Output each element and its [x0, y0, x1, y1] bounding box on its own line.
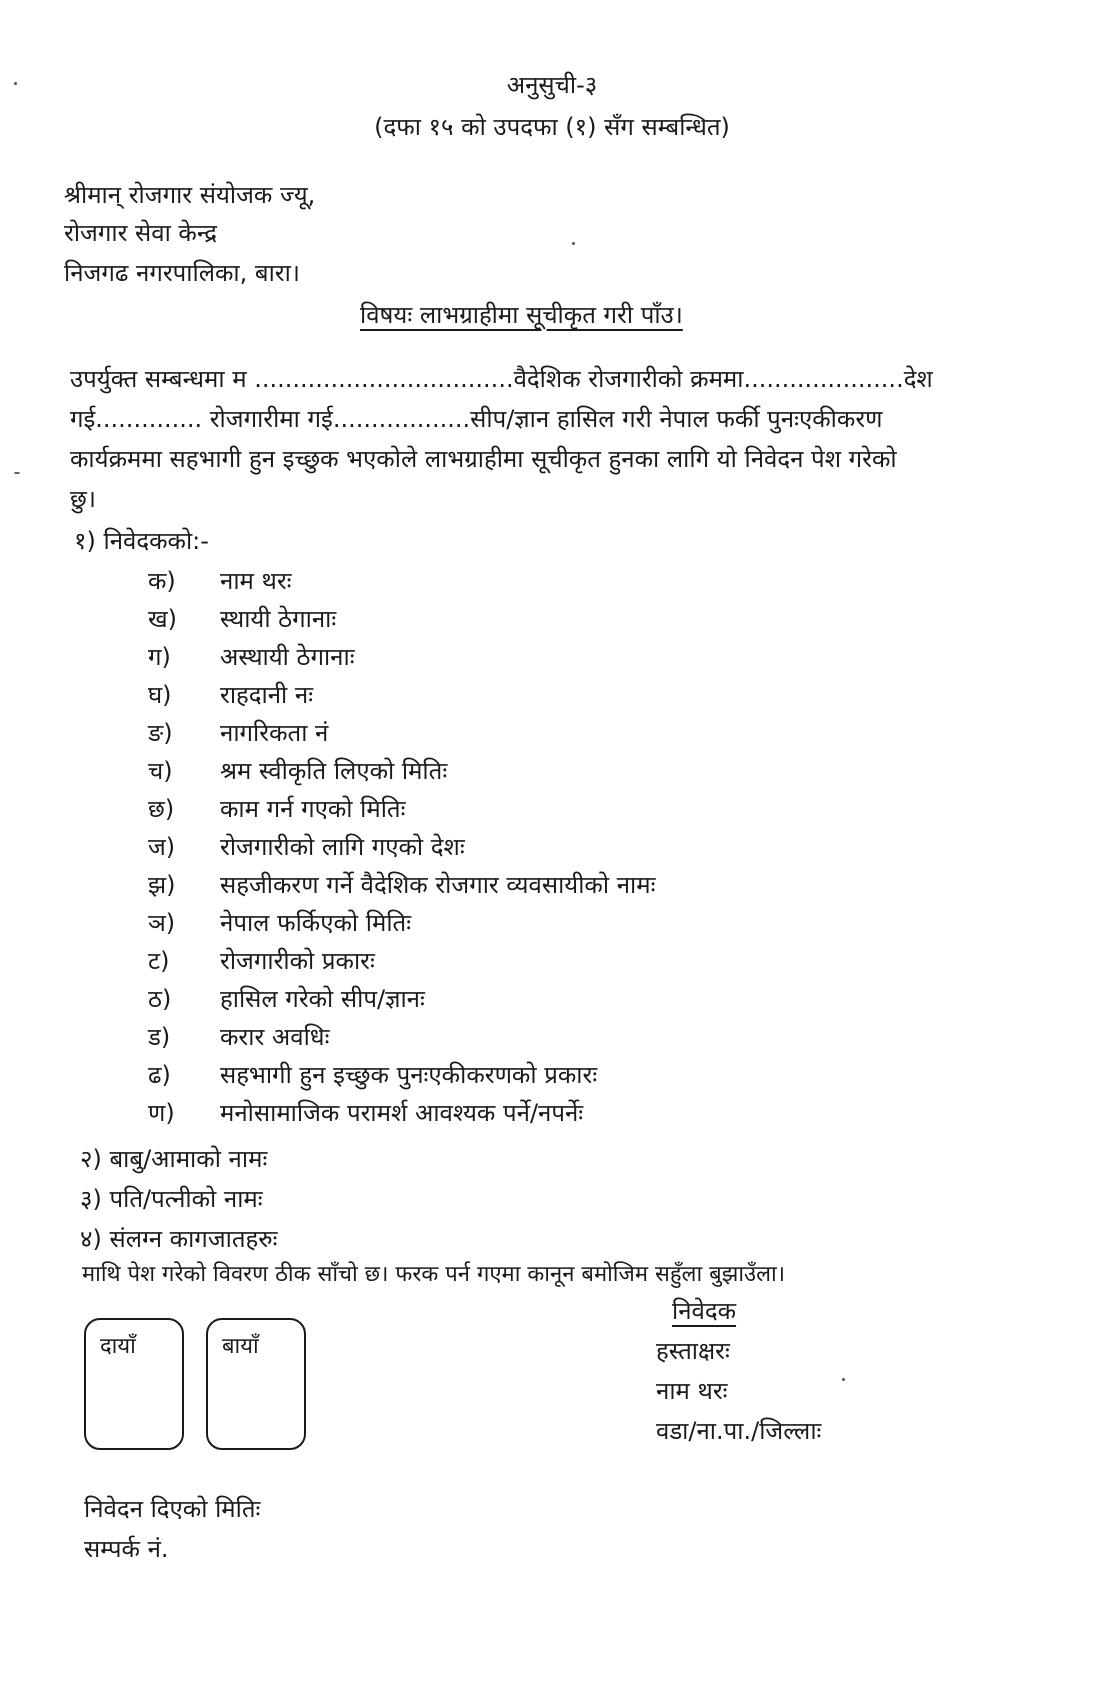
list-item: श्रम स्वीकृति लिएको मितिः	[220, 757, 448, 785]
list-item: सहजीकरण गर्ने वैदेशिक रोजगार व्यवसायीको नामः	[220, 871, 656, 899]
signature-label: हस्ताक्षरः	[656, 1337, 730, 1365]
item-letter: ञ)	[148, 909, 176, 937]
body-line-4: छु।	[70, 485, 96, 513]
item-letter: ङ)	[148, 719, 173, 747]
scan-speck	[14, 472, 20, 474]
list-item: रोजगारीको लागि गएको देशः	[220, 833, 465, 861]
left-thumbprint-box	[206, 1318, 306, 1450]
schedule-reference: (दफा १५ को उपदफा (१) सँग सम्बन्धित)	[374, 113, 730, 141]
application-date-label: निवेदन दिएको मितिः	[84, 1495, 261, 1523]
list-item: मनोसामाजिक परामर्श आवश्यक पर्ने/नपर्नेः	[220, 1099, 584, 1127]
item-letter: ख)	[148, 605, 177, 633]
section-2-parents-name: २) बाबु/आमाको नामः	[80, 1145, 268, 1173]
list-item: रोजगारीको प्रकारः	[220, 947, 375, 975]
right-thumbprint-label: दायाँ	[100, 1334, 136, 1359]
list-item: नेपाल फर्किएको मितिः	[220, 909, 412, 937]
list-item: अस्थायी ठेगानाः	[220, 643, 355, 671]
addressee-line-1: श्रीमान् रोजगार संयोजक ज्यू,	[64, 181, 316, 209]
list-item: नाम थरः	[220, 567, 292, 595]
scan-speck	[14, 82, 17, 85]
schedule-title: अनुसुची-३	[506, 71, 598, 99]
subject-line: विषयः लाभग्राहीमा सूचीकृत गरी पाँउ।	[360, 301, 683, 329]
body-line-2: गई.............. रोजगारीमा गई..................सीप/ज्ञान हासिल गरी नेपाल फर्की पुनःएकीकरण	[70, 405, 883, 433]
item-letter: झ)	[148, 871, 176, 899]
addressee-line-2: रोजगार सेवा केन्द्र	[64, 219, 218, 247]
list-item: स्थायी ठेगानाः	[220, 605, 337, 633]
left-thumbprint-label: बायाँ	[222, 1334, 259, 1359]
scan-speck	[572, 242, 575, 245]
declaration-text: माथि पेश गरेको विवरण ठीक साँचो छ। फरक पर्न गएमा कानून बमोजिम सहुँला बुझाउँला।	[82, 1262, 786, 1287]
section-4-attachments: ४) संलग्न कागजातहरुः	[80, 1225, 278, 1253]
body-line-3: कार्यक्रममा सहभागी हुन इच्छुक भएकोले लाभग्राहीमा सूचीकृत हुनका लागि यो निवेदन पेश गरेको	[70, 445, 897, 473]
item-letter: क)	[148, 567, 176, 595]
contact-number-label: सम्पर्क नं.	[84, 1535, 169, 1563]
item-letter: ठ)	[148, 985, 172, 1013]
item-letter: ण)	[148, 1099, 175, 1127]
section-1-heading: १) निवेदकको:-	[74, 527, 209, 555]
body-line-1: उपर्युक्त सम्बन्धमा म ..................................वैदेशिक रोजगारीको क्रममा.....................देश	[70, 365, 933, 393]
item-letter: ज)	[148, 833, 176, 861]
applicant-name-label: नाम थरः	[656, 1377, 728, 1405]
item-letter: छ)	[148, 795, 175, 823]
item-letter: ग)	[148, 643, 171, 671]
list-item: नागरिकता नं	[220, 719, 329, 747]
applicant-address-label: वडा/ना.पा./जिल्लाः	[656, 1417, 822, 1445]
list-item: काम गर्न गएको मितिः	[220, 795, 406, 823]
list-item: सहभागी हुन इच्छुक पुनःएकीकरणको प्रकारः	[220, 1061, 598, 1089]
list-item: करार अवधिः	[220, 1023, 330, 1051]
item-letter: ड)	[148, 1023, 171, 1051]
section-3-spouse-name: ३) पति/पत्नीको नामः	[80, 1185, 263, 1213]
right-thumbprint-box	[84, 1318, 184, 1450]
applicant-heading: निवेदक	[672, 1297, 737, 1325]
scan-speck	[842, 1378, 845, 1381]
item-letter: च)	[148, 757, 173, 785]
list-item: हासिल गरेको सीप/ज्ञानः	[220, 985, 425, 1013]
item-letter: घ)	[148, 681, 172, 709]
addressee-line-3: निजगढ नगरपालिका, बारा।	[64, 259, 300, 287]
list-item: राहदानी नः	[220, 681, 314, 709]
item-letter: ढ)	[148, 1061, 171, 1089]
item-letter: ट)	[148, 947, 170, 975]
